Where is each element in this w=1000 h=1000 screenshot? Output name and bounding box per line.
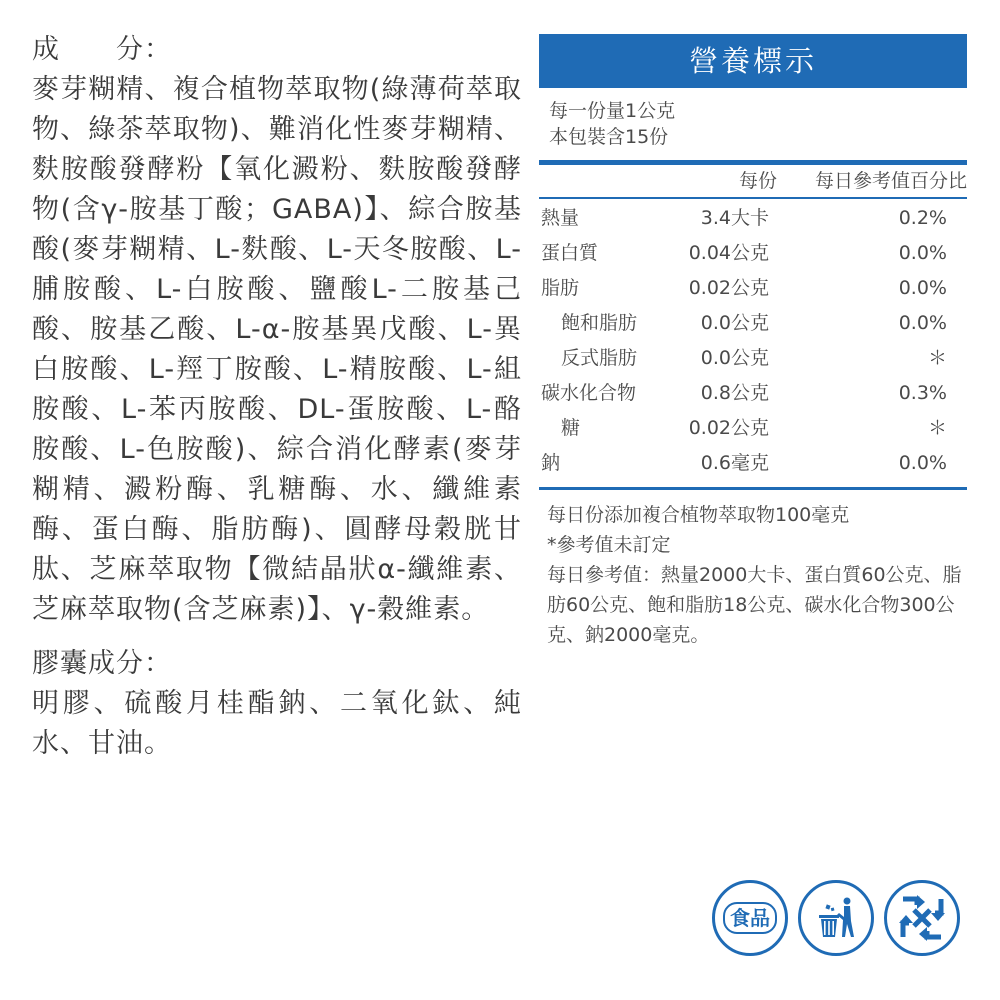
- nutrient-pct: 0.0%: [898, 312, 947, 334]
- ingredients-section: [32, 30, 522, 764]
- table-row: [539, 446, 967, 481]
- col-daily-value: 每日參考值百分比: [814, 170, 967, 192]
- nutrient-per: 0.0公克: [700, 312, 769, 334]
- ingredients-text: 麥芽糊精、複合植物萃取物(綠薄荷萃取物、綠茶萃取物)、難消化性麥芽糊精、麩胺酸發酵粉【氧化澱粉、麩胺酸發酵物(含γ-胺基丁酸；GABA)】、綜合胺基酸(麥芽糊精、L-麩酸、L-天冬胺酸、L-脯胺酸、L-白胺酸、鹽酸L-二胺基己酸、胺基乙酸、L-α-胺基異戊酸、L-異白胺酸、L-羥丁胺酸、L-精胺酸、L-組胺酸、L-苯丙胺酸、DL-蛋胺酸、L-酪胺酸、L-色胺酸)、綜合消化酵素(麥芽糊精、澱粉酶、乳糖酶、水、纖維素酶、蛋白酶、脂肪酶)、圓酵母穀胱甘肽、芝麻萃取物【微結晶狀α-纖維素、芝麻萃取物(含芝麻素)】、γ-穀維素。: [32, 74, 522, 625]
- table-row: [539, 306, 967, 341]
- ingredients-heading: 成 分：: [32, 34, 172, 65]
- nutrient-per: 0.02公克: [688, 277, 769, 299]
- nutrient-pct: 0.3%: [898, 382, 947, 404]
- nutrient-pct: 0.2%: [898, 207, 947, 229]
- col-per-serving: 每份: [738, 170, 777, 192]
- nutrient-pct: 0.0%: [898, 452, 947, 474]
- nutrient-name: 糖: [561, 417, 581, 439]
- nutrient-per: 0.04公克: [688, 242, 769, 264]
- note-reference: *參考值未訂定: [547, 534, 671, 556]
- nutrient-name: 碳水化合物: [541, 382, 637, 404]
- nutrient-per: 0.8公克: [700, 382, 769, 404]
- nutrition-rows: [539, 199, 967, 487]
- column-headers: [539, 165, 967, 197]
- table-row: [539, 271, 967, 306]
- nutrient-name: 脂肪: [541, 277, 580, 299]
- table-row: [539, 201, 967, 236]
- nutrition-notes: [539, 490, 967, 650]
- table-row: [539, 341, 967, 376]
- trash-disposal-icon-graphic: [811, 893, 861, 943]
- nutrition-panel: [539, 34, 967, 650]
- nutrient-per: 0.0公克: [700, 347, 769, 369]
- certification-icons: [712, 880, 972, 960]
- table-row: [539, 376, 967, 411]
- table-row: [539, 411, 967, 446]
- food-label-text: 食品: [723, 902, 777, 934]
- nutrient-name: 蛋白質: [541, 242, 599, 264]
- trash-disposal-icon: [798, 880, 874, 956]
- nutrient-pct: 0.0%: [898, 242, 947, 264]
- serving-info: [539, 88, 967, 150]
- note-daily-values: 每日參考值：熱量2000大卡、蛋白質60公克、脂肪60公克、飽和脂肪18公克、碳水化合物300公克、鈉2000毫克。: [547, 564, 962, 646]
- recycle-icon: [884, 880, 960, 956]
- nutrient-name: 鈉: [541, 452, 561, 474]
- capsule-text: 明膠、硫酸月桂酯鈉、二氧化鈦、純水、甘油。: [32, 688, 522, 759]
- nutrient-name: 反式脂肪: [561, 347, 638, 369]
- food-label-icon: [712, 880, 788, 956]
- nutrient-name: 熱量: [541, 207, 580, 229]
- nutrient-per: 0.6毫克: [700, 452, 769, 474]
- nutrition-title: 營養標示: [539, 34, 967, 88]
- table-row: [539, 236, 967, 271]
- nutrient-per: 3.4大卡: [700, 207, 769, 229]
- nutrient-pct: 0.0%: [898, 277, 947, 299]
- nutrient-pct: ＊: [927, 417, 947, 439]
- nutrient-name: 飽和脂肪: [561, 312, 638, 334]
- capsule-heading: 膠囊成分：: [32, 648, 172, 679]
- servings-per-package: 本包裝含15份: [549, 126, 669, 148]
- serving-size: 每一份量1公克: [549, 100, 676, 122]
- nutrient-per: 0.02公克: [688, 417, 769, 439]
- nutrient-pct: ＊: [927, 347, 947, 369]
- note-added-extract: 每日份添加複合植物萃取物100毫克: [547, 504, 850, 526]
- recycle-icon-graphic: [895, 891, 949, 945]
